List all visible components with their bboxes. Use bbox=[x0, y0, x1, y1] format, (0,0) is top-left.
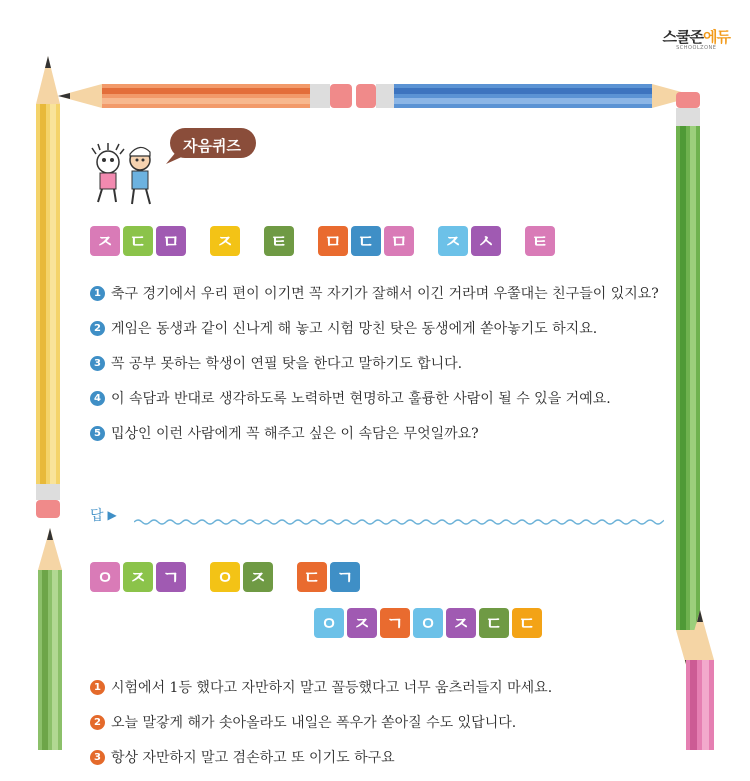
clue-text: 축구 경기에서 우리 편이 이기면 꼭 자기가 잘해서 이긴 거라며 우쭐대는 친구들이 있지요? bbox=[111, 286, 659, 302]
answer-arrow-icon: ▶ bbox=[107, 508, 117, 522]
consonant-tile: ㅈ bbox=[210, 226, 240, 256]
clue-number-icon: 3 bbox=[90, 356, 105, 371]
clue-number-icon: 5 bbox=[90, 426, 105, 441]
consonant-tile: ㅇ bbox=[314, 608, 344, 638]
consonant-tile: ㅈ bbox=[438, 226, 468, 256]
green-pencil-right bbox=[676, 92, 700, 672]
quiz1-clue-list bbox=[90, 282, 670, 457]
clue-text: 이 속담과 반대로 생각하도록 노력하면 현명하고 훌륭한 사람이 될 수 있을 거예요. bbox=[111, 391, 611, 407]
consonant-tile: ㄷ bbox=[512, 608, 542, 638]
clue-item bbox=[90, 711, 670, 735]
tile-spacer bbox=[276, 562, 297, 592]
clue-item bbox=[90, 317, 670, 341]
consonant-tile: ㅈ bbox=[347, 608, 377, 638]
clue-item bbox=[90, 352, 670, 376]
answer-label: 답 bbox=[90, 508, 104, 524]
consonant-tile: ㅇ bbox=[90, 562, 120, 592]
tile-spacer bbox=[189, 226, 210, 256]
clue-number-icon: 2 bbox=[90, 321, 105, 336]
consonant-tile: ㄱ bbox=[156, 562, 186, 592]
consonant-tile: ㅁ bbox=[384, 226, 414, 256]
tile-spacer bbox=[243, 226, 264, 256]
tile-spacer bbox=[504, 226, 525, 256]
consonant-tile: ㄷ bbox=[351, 226, 381, 256]
clue-number-icon: 1 bbox=[90, 680, 105, 695]
consonant-tile: ㄷ bbox=[297, 562, 327, 592]
yellow-pencil bbox=[36, 56, 60, 518]
clue-item bbox=[90, 387, 670, 411]
clue-text: 오늘 말갛게 해가 솟아올라도 내일은 폭우가 쏟아질 수도 있답니다. bbox=[111, 715, 517, 731]
tile-spacer bbox=[417, 226, 438, 256]
quiz2-clue-list bbox=[90, 676, 670, 781]
clue-item bbox=[90, 676, 670, 700]
clue-text: 시험에서 1등 했다고 자만하지 말고 꼴등했다고 너무 움츠러들지 마세요. bbox=[111, 680, 553, 696]
consonant-tile: ㅌ bbox=[525, 226, 555, 256]
consonant-tile: ㄱ bbox=[330, 562, 360, 592]
clue-text: 밉상인 이런 사람에게 꼭 해주고 싶은 이 속담은 무엇일까요? bbox=[111, 426, 479, 442]
clue-item bbox=[90, 422, 670, 446]
consonant-tile: ㅇ bbox=[413, 608, 443, 638]
clue-number-icon: 1 bbox=[90, 286, 105, 301]
tile-spacer bbox=[297, 226, 318, 256]
brand-logo bbox=[663, 26, 730, 51]
clue-number-icon: 2 bbox=[90, 715, 105, 730]
consonant-tile: ㅈ bbox=[123, 562, 153, 592]
orange-pencil bbox=[58, 84, 352, 108]
quiz2-consonant-tiles-row1 bbox=[90, 562, 363, 592]
clue-item bbox=[90, 282, 670, 306]
consonant-tile: ㄷ bbox=[123, 226, 153, 256]
logo-subtext: SCHOOLZONE bbox=[676, 45, 717, 51]
clue-text: 게임은 동생과 같이 신나게 해 놓고 시험 망친 탓은 동생에게 쏟아놓기도 하지요. bbox=[111, 321, 598, 337]
quiz-badge-label: 자음퀴즈 bbox=[183, 137, 241, 155]
tile-spacer bbox=[189, 562, 210, 592]
logo-accent-text: 에듀 bbox=[703, 28, 730, 46]
quiz2-consonant-tiles-row2 bbox=[314, 608, 545, 638]
clue-text: 항상 자만하지 말고 겸손하고 또 이기도 하구요 bbox=[111, 750, 395, 766]
consonant-tile: ㅈ bbox=[243, 562, 273, 592]
consonant-tile: ㄷ bbox=[479, 608, 509, 638]
consonant-tile: ㅁ bbox=[156, 226, 186, 256]
blue-pencil bbox=[356, 84, 696, 108]
consonant-tile: ㅌ bbox=[264, 226, 294, 256]
clue-number-icon: 4 bbox=[90, 391, 105, 406]
clue-text: 꼭 공부 못하는 학생이 연필 탓을 한다고 말하기도 합니다. bbox=[111, 356, 463, 372]
mascot-illustration bbox=[86, 140, 166, 212]
consonant-tile: ㅅ bbox=[471, 226, 501, 256]
consonant-tile: ㄱ bbox=[380, 608, 410, 638]
consonant-tile: ㅁ bbox=[318, 226, 348, 256]
logo-main-text: 스쿨존 bbox=[662, 28, 704, 46]
logo-wordmark bbox=[663, 26, 730, 47]
answer-wavy-line[interactable] bbox=[134, 517, 664, 527]
consonant-tile: ㅈ bbox=[446, 608, 476, 638]
consonant-tile: ㅇ bbox=[210, 562, 240, 592]
quiz1-consonant-tiles bbox=[90, 226, 558, 256]
green-pencil-left bbox=[38, 528, 62, 750]
clue-number-icon: 3 bbox=[90, 750, 105, 765]
consonant-tile: ㅈ bbox=[90, 226, 120, 256]
